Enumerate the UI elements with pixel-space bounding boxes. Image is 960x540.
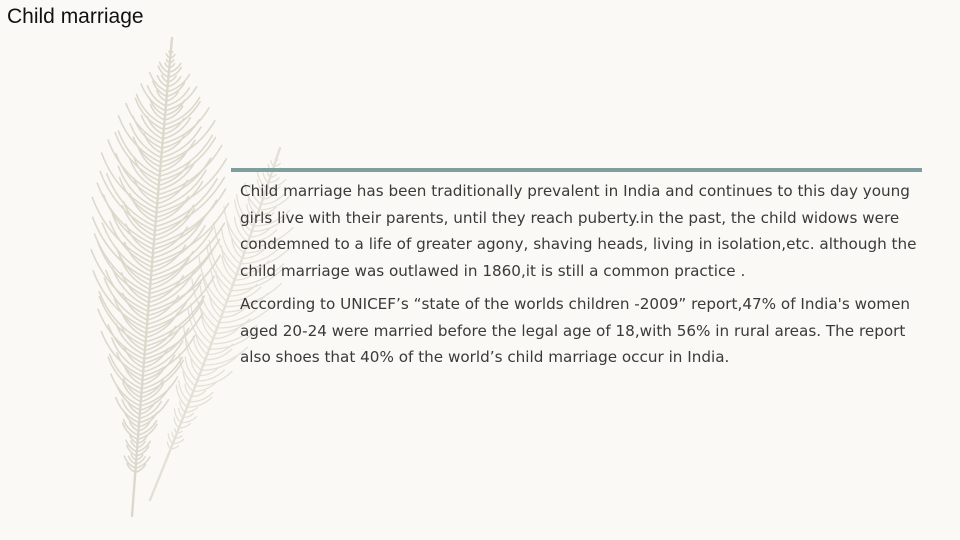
paragraph-statistics: According to UNICEF’s “state of the worlds children -2009” report,47% of India's women aged 20-24 were married before the legal age of 18,with 56% in rural areas. The report also shoes that 40% of the world’s child marriage occur in India. — [240, 295, 911, 366]
accent-divider — [231, 168, 922, 172]
body-text — [240, 178, 930, 378]
paragraph-history: Child marriage has been traditionally prevalent in India and continues to this day young girls live with their parents, until they reach puberty.in the past, the child widows were condemned to a life of greater agony, shaving heads, living in isolation,etc. although the child marriage was outlawed in 1860,it is still a common practice . — [240, 182, 917, 280]
slide-title: Child marriage — [7, 5, 144, 28]
